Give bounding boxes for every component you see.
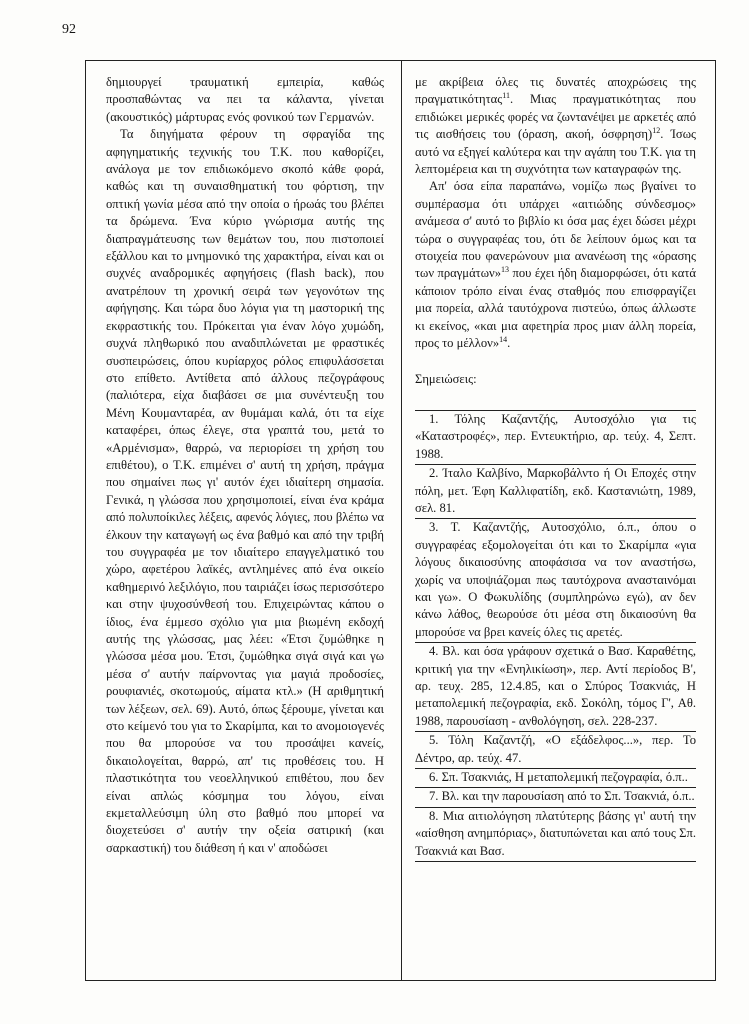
footnote-ref: 14 <box>499 334 508 344</box>
page-number: 92 <box>62 22 76 37</box>
paragraph-text: που έχει ήδη διαμορφώσει, ότι κατά κάποιον τρόπο είναι ένας σταθμός που επισφραγίζει μια πορεία, αλλά ταυτόχρονα πιστεύω, όπως άλλωστε κι εκείνος, «και μια αφετηρία προς μιαν άλλη πορεία, προς το μέλλον» <box>415 266 696 351</box>
paragraph-text: . Μιας πραγματικότητας που επιδιώκει μερικές φορές να ζωντανέψει με αρκετές από τις αισθήσεις του (όραση, ακοή, όσφρηση) <box>415 92 696 142</box>
footnote: 1. Τόλης Καζαντζής, Αυτοσχόλιο για τις «Καταστροφές», περ. Εντευκτήριο, αρ. τεύχ. 4, Σεπτ. 1988. <box>415 410 696 465</box>
text-frame <box>85 60 716 981</box>
footnote: 5. Τόλη Καζαντζή, «Ο εξάδελφος...», περ. Το Δέντρο, αρ. τεύχ. 47. <box>415 732 696 769</box>
footnote: 6. Σπ. Τσακνιάς, Η μεταπολεμική πεζογραφία, ό.π.. <box>415 769 696 788</box>
notes-list <box>415 410 696 862</box>
footnote-ref: 11 <box>502 91 510 101</box>
footnote-ref: 12 <box>652 126 661 136</box>
column-divider <box>401 61 402 980</box>
paragraph: Τα διηγήματα φέρουν τη σφραγίδα της αφηγηματικής τεχνικής του Τ.Κ. που καθορίζει, ανάλογα με τον επιδιωκόμενο σκοπό κάθε φορά, καθώς και τη συναισθηματική του φόρτιση, την οπτική γωνία μέσα από την οποία ο ήρωάς του βλέπει τα δρώμενα. Ένα κύριο γνώρισμα αυτής της διαπραγμάτευσης των θεμάτων του, που πιστοποιεί εξάλλου και το μνημονικό της χαρακτήρα, είναι και οι συχνές αναδρομικές αφηγήσεις (flash back), που ανατρέπουν τη χρονική σειρά των γεγονότων της αφήγησης. Και τώρα δυο λόγια για τη μαστορική της εκφραστικής του. Πρόκειται για έναν λόγο χυμώδη, συχνά πληθωρικό που αναδιπλώνεται με φραστικές συσπειρώσεις, όπου κυρίαρχος ρόλος επιφυλάσσεται στο επίθετο. Αντίθετα από άλλους πεζογράφους (παλιότερα, είχα διαβάσει σε μια συνέντευξη του Μένη Κουμανταρέα, αν θυμάμαι καλά, ότι τα είχε καταφέρει, όπως έλεγε, στα γραπτά του, μετά το «Αρμένισμα», θαρρώ, να περιορίσει τη χρήση του επιθέτου), ο Τ.Κ. επιμένει σ' αυτή τη χρήση, πράγμα που σημαίνει πως γι' αυτόν έχει ιδιαίτερη σημασία. Γενικά, η γλώσσα που χρησιμοποιεί, είναι ένα κράμα από πολυποίκιλες λέξεις, αφενός λόγιες, που βλέπω να έλκουν την καταγωγή ως ένα βαθμό και από την τριβή του συγγραφέα με τον ιδιαίτερο επαγγελματικό του χώρο, αφετέρου λαϊκές, αντλημένες από ένα οικείο καθημερινό λεξιλόγιο, που ταιριάζει ίσως περισσότερο και στην ψυχοσύνθεσή του. Επιχειρώντας κάπου ο ίδιος, ένα έμμεσο σχόλιο για μια βιωμένη εκδοχή αυτής της γλώσσας, μας λέει: «Έτσι ζυμώθηκε η γλώσσα μέσα μου. Έτσι, ζυμώθηκα σιγά σιγά και γω μέσα σ' αυτήν παίρνοντας για μαγιά προδοσίες, ρουφιανιές, σκοτωμούς, αίματα κτλ.» (Η αριθμητική των λέξεων, σελ. 69). Αυτό, όπως ξέρουμε, γίνεται και στο κείμενό του για το Σκαρίμπα, και το ανομοιογενές που θα μπορούσε να του προσάψει κανείς, δικαιολογείται, θαρρώ, απ' τις προθέσεις του. Η πλαστικότητα του νεοελληνικού επιθέτου, που δεν είναι απλώς κόσμημα του λόγου, είναι εκμεταλλεύσιμη ύλη στο βαθμό που μπορεί να διοχετεύσει σ' αυτήν την οξεία σατιρική (και σαρκαστική) του διάθεση ή και ν' αποδώσει <box>106 127 384 855</box>
paragraph-text: Απ' όσα είπα παραπάνω, νομίζω πως βγαίνει το συμπέρασμα ότι υπάρχει «αιτιώδης σύνδεσμος» ανάμεσα σ' αυτό το βιβλίο κι όσα μας έχει δώσει μέχρι τώρα ο συγγραφέας του, ότι δε λείπουν όμως και τα στοιχεία που φανερώνουν μια ανανέωση της «όρασης των πραγμάτων» <box>415 179 696 281</box>
paragraph <box>415 178 696 352</box>
paragraph: δημιουργεί τραυματική εμπειρία, καθώς προσπαθώντας να πει τα κάλαντα, γίνεται (ακουστικός) μάρτυρας ενός φονικού των Γερμανών. <box>106 75 384 124</box>
paragraph-text: . <box>507 336 511 351</box>
footnote: 8. Μια αιτιολόγηση πλατύτερης βάσης γι' αυτή την «αίσθηση ανημπόριας», διατυπώνεται και από τους Σπ. Τσακνιά και Βασ. <box>415 808 696 862</box>
footnote: 3. Τ. Καζαντζής, Αυτοσχόλιο, ό.π., όπου ο συγγραφέας εξομολογείται ότι και το Σκαρίμπα «για λόγους δικαιοσύνης αποφάσισα να τον αναστήσω, χωρίς να υποψιάζομαι πως ταυτόχρονα ανασταινόμαι και γω». Ο Φωκυλίδης (συμπληρώνω εγώ), αν δεν κάνω λάθος, θεωρούσε ότι μέσα στη δικαιοσύνη θα μπορούσε να βρει κανείς όλες τις αρετές. <box>415 519 696 643</box>
paragraph-text: με ακρίβεια όλες τις δυνατές αποχρώσεις της πραγματικότητας <box>415 75 696 107</box>
footnote: 7. Βλ. και την παρουσίαση από το Σπ. Τσακνιά, ό.π.. <box>415 788 696 807</box>
footnote: 4. Βλ. και όσα γράφουν σχετικά ο Βασ. Καραθέτης, κριτική για την «Ενηλικίωση», περ. Αντί περίοδος Β', αρ. τευχ. 285, 12.4.85, και ο Σπύρος Τσακνιάς, Η μεταπολεμική πεζογραφία, εκδ. Σοκόλη, τόμος Γ', Αθ. 1988, παρουσίαση - ανθολόγηση, σελ. 228-237. <box>415 643 696 732</box>
footnote: 2. Ίταλο Καλβίνο, Μαρκοβάλντο ή Οι Εποχές στην πόλη, μετ. Έφη Καλλιφατίδη, εκδ. Καστανιώτη, 1989, σελ. 81. <box>415 465 696 519</box>
notes-heading: Σημειώσεις: <box>415 371 477 386</box>
paragraph-text: . Ίσως αυτό να εξηγεί καλύτερα και την αγάπη του Τ.Κ. για τη λεπτομέρεια και τη συχνότητα των καταγραφών της. <box>415 127 696 177</box>
left-column <box>106 74 384 972</box>
footnote-ref: 13 <box>501 265 510 275</box>
paragraph <box>415 74 696 178</box>
right-column <box>415 74 696 972</box>
